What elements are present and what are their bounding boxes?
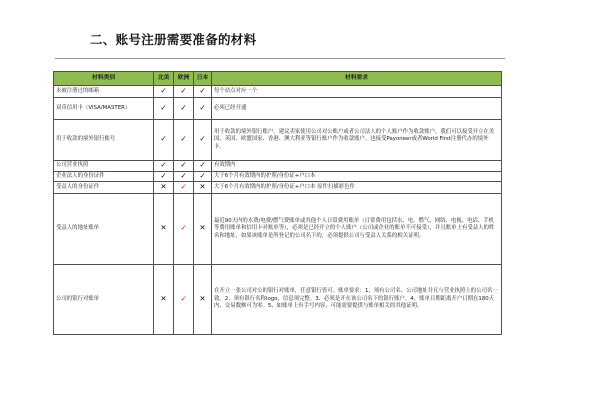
material-cell: 双币信用卡（VISA/MASTER） [54,98,154,120]
material-cell: 受益人的身份证件 [54,182,154,194]
header-europe: 欧洲 [174,72,194,86]
table-header-row [54,72,502,86]
requirement-cell: 用于收款的境外银行账户。建议卖家使用公司对公账户或者公司法人的个人账户作为收款账户。我们可以接受开立在美国、英国、欧盟国家、香港、澳大利亚等银行账户作为收款账户。也接受Payoneer或者World First注册代办的境外卡。 [212,120,502,161]
jp-cell [194,120,212,161]
check-icon: ✓ [180,85,187,95]
na-cell [154,194,174,265]
material-cell: 受益人的地址账单 [54,194,154,265]
eu-cell [174,161,194,172]
check-icon: ✓ [180,223,187,233]
table-row [54,265,502,335]
material-cell: 用于收款的境外银行账号 [54,120,154,161]
check-icon: ✓ [199,160,206,169]
requirement-cell: 有效期内 [212,161,502,172]
table-row [54,86,502,98]
requirement-cell: 最近90天内的水费/电费/燃气费账单或其他个人日常费用账单（日常费用包括水、电、燃气、网络、电视、电话、手机等费用账单和信用卡对账单等），必须是已经开立的个人账户（公司或企业的账单不可接受），并且账单上有受益人的姓名和地址，如果该账单是所登记的公司名下的，必须提供公司与受益人关系的相关证明。 [212,194,502,265]
table-row [54,182,502,194]
jp-cell [194,194,212,265]
na-cell [154,265,174,335]
header-requirement: 材料要求 [212,72,502,86]
jp-cell [194,86,212,98]
material-cell: 公司的银行对账单 [54,265,154,335]
check-icon: ✓ [160,85,167,95]
cross-icon: ✕ [160,223,167,233]
material-cell: 企业法人的身份证件 [54,171,154,182]
na-cell [154,161,174,172]
jp-cell [194,171,212,182]
table-row [54,194,502,265]
check-icon: ✓ [160,134,167,144]
na-cell [154,98,174,120]
check-icon: ✓ [180,102,187,112]
table-row [54,120,502,161]
check-icon: ✓ [180,171,187,180]
check-icon: ✓ [199,171,206,180]
eu-cell [174,265,194,335]
title-divider [55,58,505,59]
eu-cell [174,194,194,265]
eu-cell [174,171,194,182]
cross-icon: ✕ [199,293,206,303]
jp-cell [194,98,212,120]
check-icon: ✓ [160,171,167,180]
header-north-america: 北美 [154,72,174,86]
check-icon: ✓ [160,160,167,169]
na-cell [154,120,174,161]
material-cell: 公司营业执照 [54,161,154,172]
check-icon: ✓ [180,181,187,191]
cross-icon: ✕ [160,293,167,303]
cross-icon: ✕ [199,181,206,191]
na-cell [154,86,174,98]
materials-table [53,71,502,335]
jp-cell [194,161,212,172]
table-row [54,171,502,182]
jp-cell [194,265,212,335]
check-icon: ✓ [160,102,167,112]
requirement-cell: 在开立一张公司对公的银行对账单，任意银行皆可。账单要求：1、须有公司名、公司地址并且与营业执照上的公司名一致。2、须有银行名称logo，信息须完整。3、必须是开在该公司名下的银行账户。4、账单日期距离开户日期在180天内，交易数额可为零。5、如账单上有手写内容，可能需要提供与账单相关的其他证明。 [212,265,502,335]
cross-icon: ✕ [199,223,206,233]
requirement-cell: 必须已经开通 [212,98,502,120]
check-icon: ✓ [180,160,187,169]
na-cell [154,182,174,194]
header-japan: 日本 [194,72,212,86]
check-icon: ✓ [180,293,187,303]
table-row [54,161,502,172]
cross-icon: ✕ [160,181,167,191]
check-icon: ✓ [199,85,206,95]
requirement-cell: 大于6个月有效期内的护照/身份证+户口本 原件扫描彩色件 [212,182,502,194]
check-icon: ✓ [180,134,187,144]
table-row [54,98,502,120]
requirement-cell: 大于6个月有效期内的护照/身份证+户口本 [212,171,502,182]
requirement-cell: 每个站点对应一个 [212,86,502,98]
check-icon: ✓ [199,134,206,144]
eu-cell [174,120,194,161]
check-icon: ✓ [199,102,206,112]
material-cell: 未被注册过的邮箱 [54,86,154,98]
header-material: 材料类别 [54,72,154,86]
eu-cell [174,182,194,194]
page-title: 二、账号注册需要准备的材料 [90,32,257,47]
jp-cell [194,182,212,194]
eu-cell [174,86,194,98]
na-cell [154,171,174,182]
eu-cell [174,98,194,120]
